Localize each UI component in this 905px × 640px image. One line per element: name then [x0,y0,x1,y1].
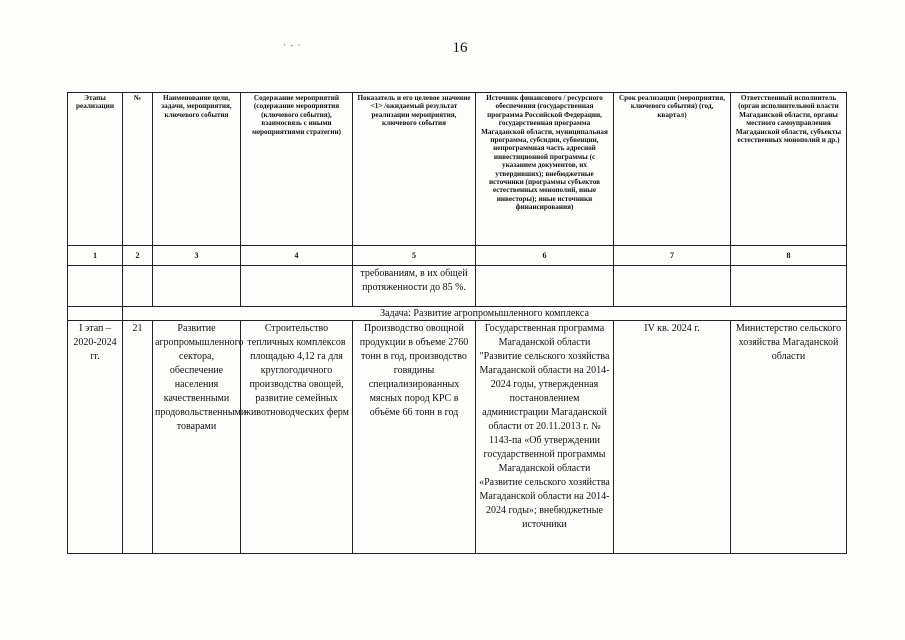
indicator-cell: Производство овощной продукции в объеме 2760 тонн в год, производство говядины специализированных мясных пород КРС в объёме 66 тонн в год [353,321,476,554]
column-number: 3 [153,246,241,266]
column-number-row [68,246,847,266]
scan-artifact: · - · [283,40,302,50]
table-cell [153,266,241,307]
table-cell [68,266,123,307]
table-cell [731,266,847,307]
header-content: Содержание мероприятий (содержание мероприятия (ключевого события), взаимосвязь с иными мероприятиями стратегии) [241,93,353,246]
header-source: Источник финансового / ресурсного обеспечения (государственная программа Российской Федерации, государственная программа Магаданской области, муниципальная программа, субсидии, субвенции, непрограммная часть адресной инвестиционной программы (с указанием документов, их утвердивших); внебюджетные источники (программы субъектов естественных монополий, иные инвесторы); иные источники финансирования) [476,93,614,246]
continued-indicator-text: требованиям, в их общей протяженности до 85 %. [353,266,476,307]
executor-cell: Министерство сельского хозяйства Магаданской области [731,321,847,554]
header-row [68,93,847,246]
header-deadline: Срок реализации (мероприятия, ключевого события) (год, квартал) [614,93,731,246]
deadline-cell: IV кв. 2024 г. [614,321,731,554]
table-cell [123,266,153,307]
header-indicator: Показатель и его целевое значение <1> /ожидаемый результат реализации мероприятия, ключевого события [353,93,476,246]
stage-cell: I этап – 2020-2024 гг. [68,321,123,554]
table-row [68,321,847,554]
table-cell [68,307,123,321]
header-name: Наименование цели, задачи, мероприятия, ключевого события [153,93,241,246]
name-cell: Развитие агропромышленного сектора, обеспечение населения качественными продовольственными товарами [153,321,241,554]
column-number: 2 [123,246,153,266]
column-number: 7 [614,246,731,266]
table-cell [476,266,614,307]
continuation-row [68,266,847,307]
header-stage: Этапы реализации [68,93,123,246]
number-cell: 21 [123,321,153,554]
table-cell [614,266,731,307]
column-number: 8 [731,246,847,266]
source-cell: Государственная программа Магаданской области "Развитие сельского хозяйства Магаданской области на 2014-2024 годы, утвержденная постановлением администрации Магаданской области от 20.11.2013 г. № 1143-па «Об утверждении государственной программы Магаданской области «Развитие сельского хозяйства Магаданской области на 2014-2024 годы»; внебюджетные источники [476,321,614,554]
header-number: № [123,93,153,246]
page-number: 16 [452,40,468,56]
content-cell: Строительство тепличных комплексов площадью 4,12 га для круглогодичного производства овощей, развитие семейных животноводческих ферм [241,321,353,554]
table-cell [241,266,353,307]
header-executor: Ответственный исполнитель (орган исполнительной власти Магаданской области, органы местного самоуправления Магаданской области, субъекты естественных монополий и др.) [731,93,847,246]
task-label: Задача: Развитие агропромышленного комплекса [123,307,847,321]
strategy-table [67,92,847,554]
column-number: 5 [353,246,476,266]
column-number: 4 [241,246,353,266]
column-number: 1 [68,246,123,266]
task-row [68,307,847,321]
column-number: 6 [476,246,614,266]
